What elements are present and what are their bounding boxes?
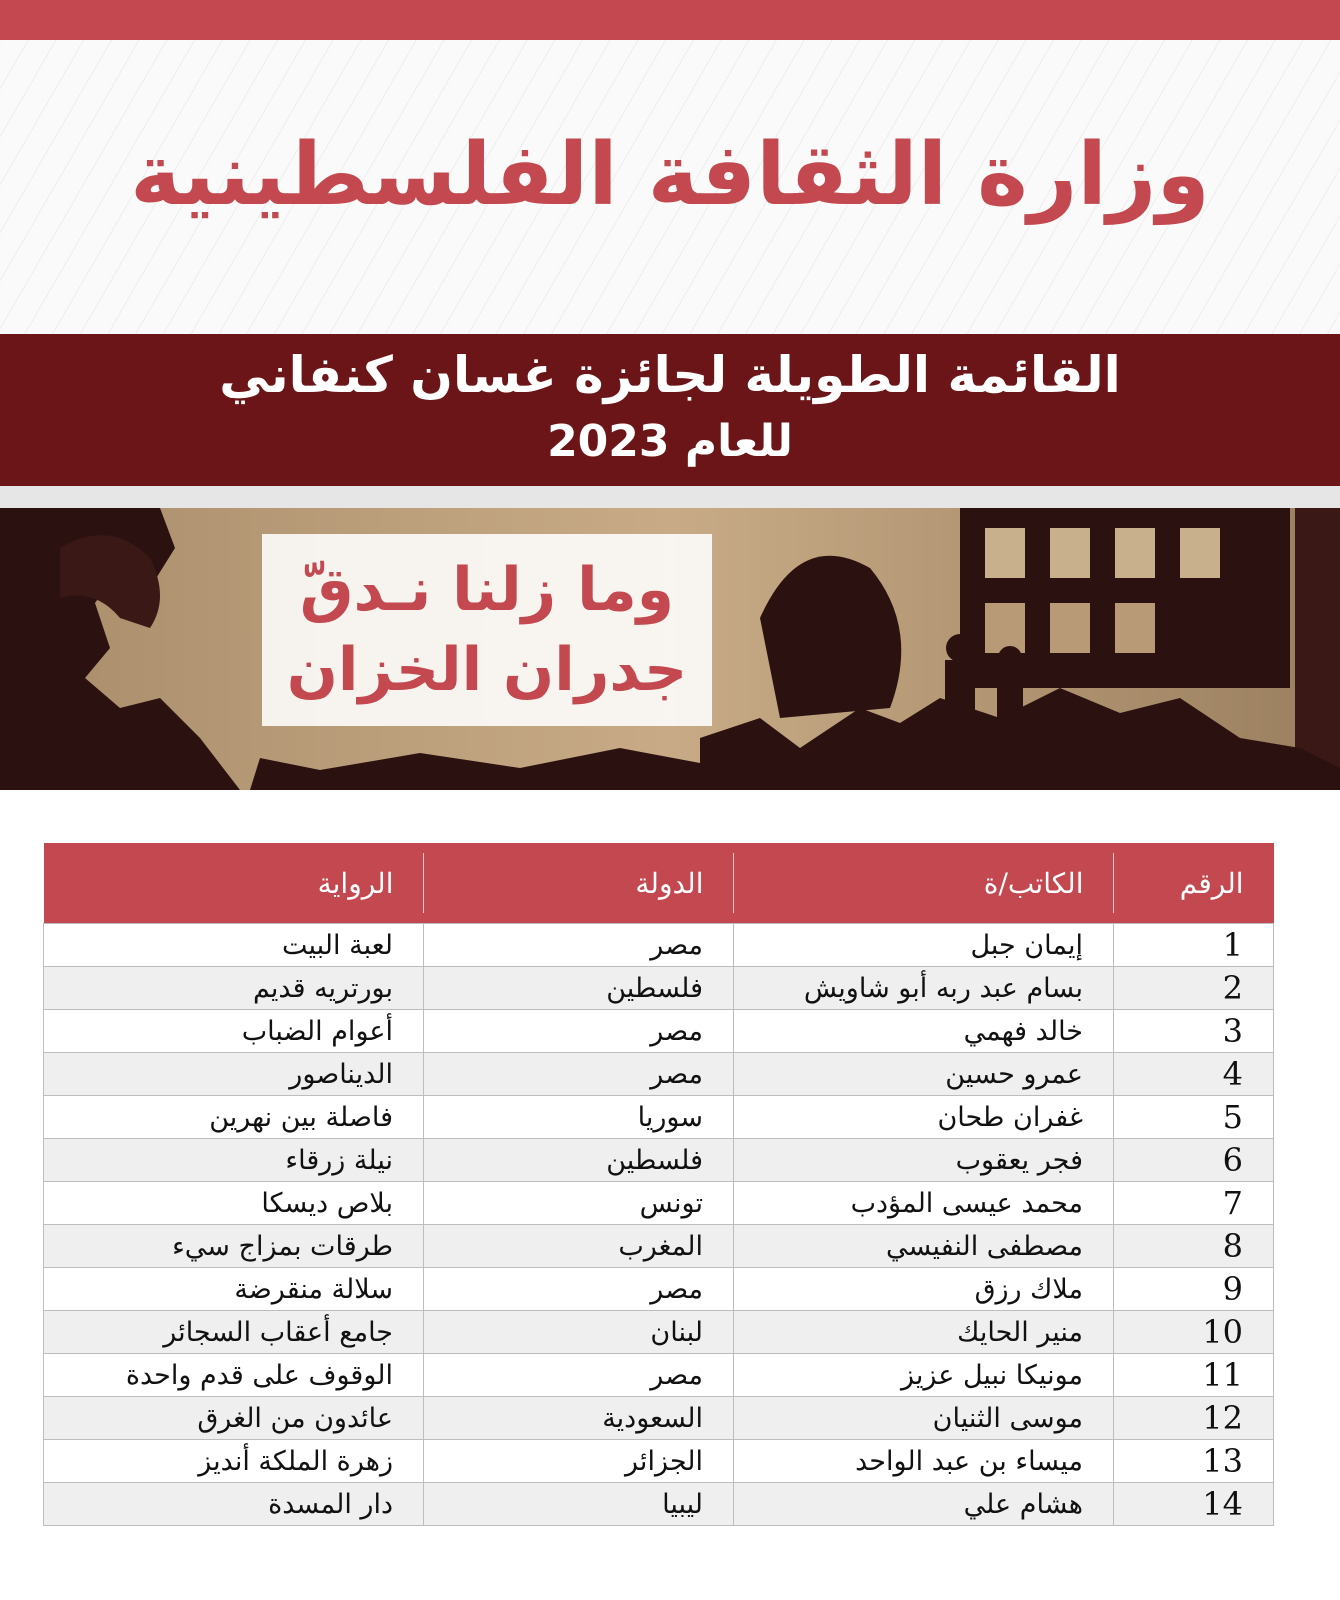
table-row [44,1311,1274,1354]
country-name: المغرب [424,1225,734,1268]
country-name: فلسطين [424,967,734,1010]
novel-title: الديناصور [44,1053,424,1096]
column-header-novel: الرواية [44,843,424,924]
table-row [44,1096,1274,1139]
country-name: الجزائر [424,1440,734,1483]
row-number: 12 [1114,1397,1274,1440]
novel-title: زهرة الملكة أنديز [44,1440,424,1483]
novel-title: بورتريه قديم [44,967,424,1010]
author-name: بسام عبد ربه أبو شاويش [734,967,1114,1010]
author-name: إيمان جبل [734,924,1114,967]
table-row [44,1139,1274,1182]
novel-title: لعبة البيت [44,924,424,967]
row-number: 5 [1114,1096,1274,1139]
novel-title: جامع أعقاب السجائر [44,1311,424,1354]
author-name: موسى الثنيان [734,1397,1114,1440]
author-name: محمد عيسى المؤدب [734,1182,1114,1225]
country-name: مصر [424,924,734,967]
quote-line-2: جدران الخزان [286,635,688,705]
author-name: عمرو حسين [734,1053,1114,1096]
row-number: 4 [1114,1053,1274,1096]
country-name: مصر [424,1053,734,1096]
row-number: 2 [1114,967,1274,1010]
table-row [44,967,1274,1010]
novel-title: فاصلة بين نهرين [44,1096,424,1139]
row-number: 6 [1114,1139,1274,1182]
table-row [44,1354,1274,1397]
country-name: مصر [424,1354,734,1397]
author-name: فجر يعقوب [734,1139,1114,1182]
ministry-title: وزارة الثقافة الفلسطينية [130,125,1210,225]
column-header-author: الكاتب/ة [734,843,1114,924]
author-name: مصطفى النفيسي [734,1225,1114,1268]
table-row [44,1182,1274,1225]
country-name: سوريا [424,1096,734,1139]
country-name: مصر [424,1010,734,1053]
novel-title: دار المسدة [44,1483,424,1526]
row-number: 8 [1114,1225,1274,1268]
country-name: تونس [424,1182,734,1225]
table-header-row [44,843,1274,924]
novel-title: بلاص ديسكا [44,1182,424,1225]
top-accent-bar [0,0,1340,40]
country-name: مصر [424,1268,734,1311]
quote-box [262,534,712,726]
novel-title: سلالة منقرضة [44,1268,424,1311]
novel-title: أعوام الضباب [44,1010,424,1053]
banner-title: القائمة الطويلة لجائزة غسان كنفاني [219,346,1121,404]
row-number: 3 [1114,1010,1274,1053]
row-number: 9 [1114,1268,1274,1311]
country-name: لبنان [424,1311,734,1354]
table-row [44,1010,1274,1053]
longlist-table-wrapper [44,843,1274,1526]
author-name: ميساء بن عبد الواحد [734,1440,1114,1483]
table-row [44,1225,1274,1268]
author-name: غفران طحان [734,1096,1114,1139]
table-row [44,1440,1274,1483]
row-number: 14 [1114,1483,1274,1526]
novel-title: طرقات بمزاج سيء [44,1225,424,1268]
table-row [44,1483,1274,1526]
novel-title: نيلة زرقاء [44,1139,424,1182]
row-number: 13 [1114,1440,1274,1483]
table-row [44,924,1274,967]
row-number: 11 [1114,1354,1274,1397]
longlist-table [43,843,1274,1526]
country-name: ليبيا [424,1483,734,1526]
title-banner [0,334,1340,486]
author-name: خالد فهمي [734,1010,1114,1053]
country-name: السعودية [424,1397,734,1440]
novel-title: الوقوف على قدم واحدة [44,1354,424,1397]
author-name: ملاك رزق [734,1268,1114,1311]
row-number: 10 [1114,1311,1274,1354]
row-number: 7 [1114,1182,1274,1225]
row-number: 1 [1114,924,1274,967]
table-row [44,1397,1274,1440]
banner-divider [0,486,1340,508]
author-name: مونيكا نبيل عزيز [734,1354,1114,1397]
country-name: فلسطين [424,1139,734,1182]
table-row [44,1053,1274,1096]
author-name: منير الحايك [734,1311,1114,1354]
table-row [44,1268,1274,1311]
column-header-number: الرقم [1114,843,1274,924]
archival-photo-collage [0,508,1340,790]
column-header-country: الدولة [424,843,734,924]
banner-year: للعام 2023 [547,416,793,467]
quote-line-1: وما زلنا نـدقّ [299,555,675,625]
author-name: هشام علي [734,1483,1114,1526]
novel-title: عائدون من الغرق [44,1397,424,1440]
